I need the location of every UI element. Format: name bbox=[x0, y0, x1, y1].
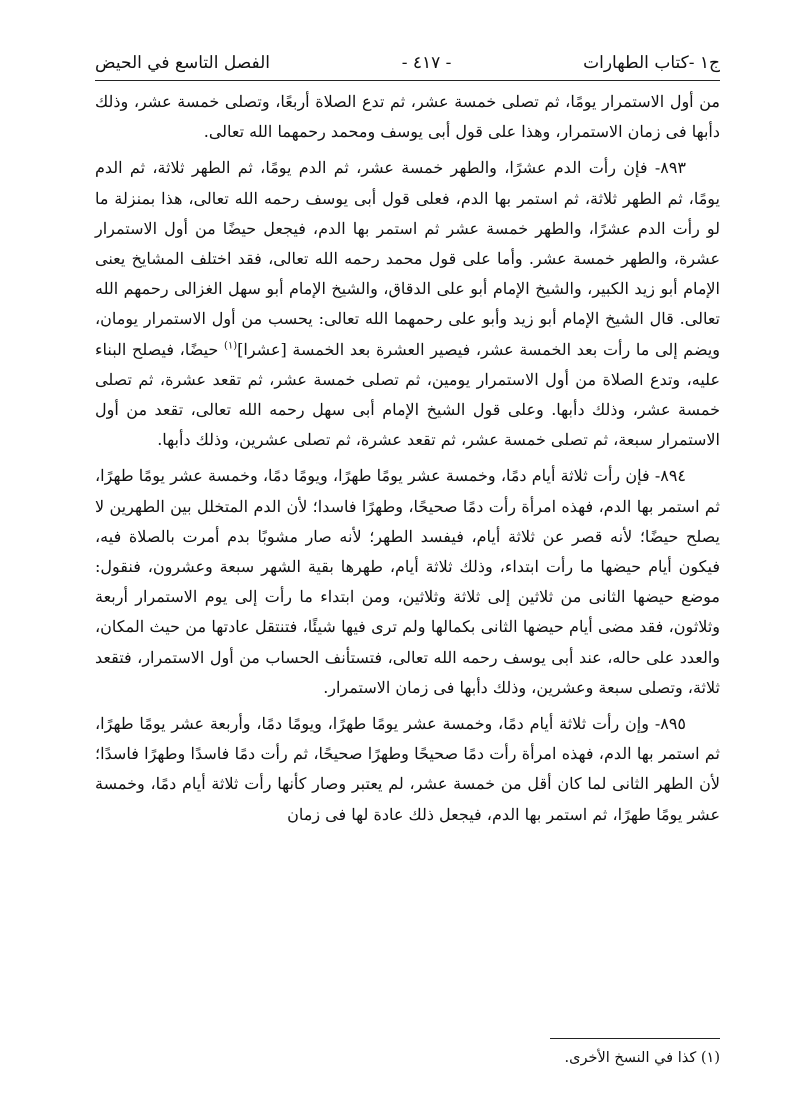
header-volume-book: ج١ -كتاب الطهارات bbox=[583, 53, 720, 73]
header-rule bbox=[95, 80, 720, 81]
paragraph-text: فإن رأت ثلاثة أيام دمًا، وخمسة عشر يومًا طهرًا، ويومًا دمًا، وخمسة عشر يومًا طهرًا، ثم استمر بها الدم، فهذه امرأة رأت دمًا صحيحًا، وطهرًا فاسدا؛ لأن الدم المتخلل بين الطهرين لا يصلح حيضًا؛ لأنه قصر عن ثلاثة أيام، فيفسد الطهر؛ لأنه صار مشوبًا بدم أمرت بالصلاة فيه، فيكون أيام حيضها ما رأت ابتداء، وذلك ثلاثة أيام، طهرها بقية الشهر سبعة وعشرون، فنقول: موضع حيضها الثانى من ثلاثين إلى ثلاثة وثلاثين، ومن ابتداء ما رأت إلى يوم الاستمرار أربعة وثلاثون، فقد مضى أيام حيضها الثانى بكمالها ولم ترى فيها شيئًا، فتنتقل عادتها من حيث المكان، والعدد على حاله، عند أبى يوسف رحمه الله تعالى، فتستأنف الحساب من أول الاستمرار، فتقعد ثلاثة، وتصلى سبعة وعشرين، وذلك دأبها فى زمان الاستمرار. bbox=[95, 466, 721, 697]
paragraph-text: وإن رأت ثلاثة أيام دمًا، وخمسة عشر يومًا طهرًا، ويومًا دمًا، وأربعة عشر يومًا طهرًا، ثم استمر بها الدم، فهذه امرأة رأت دمًا صحيحًا وطهرًا صحيحًا، ثم رأت دمًا فاسدًا وطهرًا فاسدًا؛ لأن الطهر الثانى لما كان أقل من خمسة عشر، لم يعتبر وصار كأنها رأت ثلاثة أيام دمًا، وخمسة عشر يومًا طهرًا، ثم استمر بها الدم، فيجعل ذلك عادة لها فى زمان bbox=[95, 714, 720, 824]
page-header bbox=[95, 50, 720, 78]
paragraph-text-continued: حيضًا، فيصلح البناء عليه، وتدع الصلاة من أول الاستمرار يومين، ثم تصلى خمسة عشر، ثم تقعد عشرة، ثم تصلى خمسة عشر، وذلك دأبها. وعلى قول الشيخ الإمام أبى سهل رحمه الله تعالى، تقعد من أول الاستمرار سبعة، ثم تصلى خمسة عشر، ثم تقعد عشرة، ثم تصلى عشرين، وذلك دأبها. bbox=[95, 339, 721, 450]
paragraph-number: ٨٩٣- bbox=[654, 158, 687, 178]
bracketed-insertion: [عشرا] bbox=[237, 339, 287, 359]
paragraph-895 bbox=[95, 709, 720, 830]
paragraph-text: فإن رأت الدم عشرًا، والطهر خمسة عشر، ثم الدم يومًا، ثم الطهر ثلاثة، ثم الدم يومًا، ثم الطهر ثلاثة، ثم استمر بها الدم، فعلى قول أبى يوسف رحمه الله تعالى، هذا بمنزلة ما لو رأت الدم عشرًا، والطهر خمسة عشر ثم استمر بها الدم، فيجعل حيضًا من أول الاستمرار عشرة، والطهر خمسة عشر. وأما على قول محمد رحمه الله تعالى، فقد اختلف المشايخ يعنى الإمام أبو زيد الكبير، والشيخ الإمام أبو على الدقاق، والشيخ الإمام أبو سهل الغزالى رحمهم الله تعالى. قال الشيخ الإمام أبو زيد وأبو على رحمهما الله تعالى: يحسب من أول الاستمرار يومان، ويضم إلى ما رأت بعد الخمسة عشر، فيصير العشرة بعد الخمسة bbox=[95, 158, 721, 359]
paragraph-continuation bbox=[95, 87, 720, 147]
paragraph-number: ٨٩٥- bbox=[654, 714, 687, 734]
paragraph-number: ٨٩٤- bbox=[654, 466, 687, 486]
body-text bbox=[95, 87, 720, 830]
footnote: (١) كذا في النسخ الأخرى. bbox=[564, 1050, 720, 1066]
paragraph-text: من أول الاستمرار يومًا، ثم تصلى خمسة عشر، ثم تدع الصلاة أربعًا، وتصلى خمسة عشر، وذلك دأبها فى زمان الاستمرار، وهذا على قول أبى يوسف ومحمد رحمهما الله تعالى. bbox=[95, 92, 720, 142]
footnote-rule bbox=[550, 1038, 720, 1039]
document-page bbox=[95, 50, 721, 1066]
page-number: - ٤١٧ - bbox=[401, 53, 452, 73]
paragraph-893 bbox=[95, 153, 720, 455]
paragraph-894 bbox=[95, 461, 720, 703]
footnote-reference: (١) bbox=[223, 340, 238, 352]
header-chapter: الفصل التاسع في الحيض bbox=[95, 53, 270, 73]
